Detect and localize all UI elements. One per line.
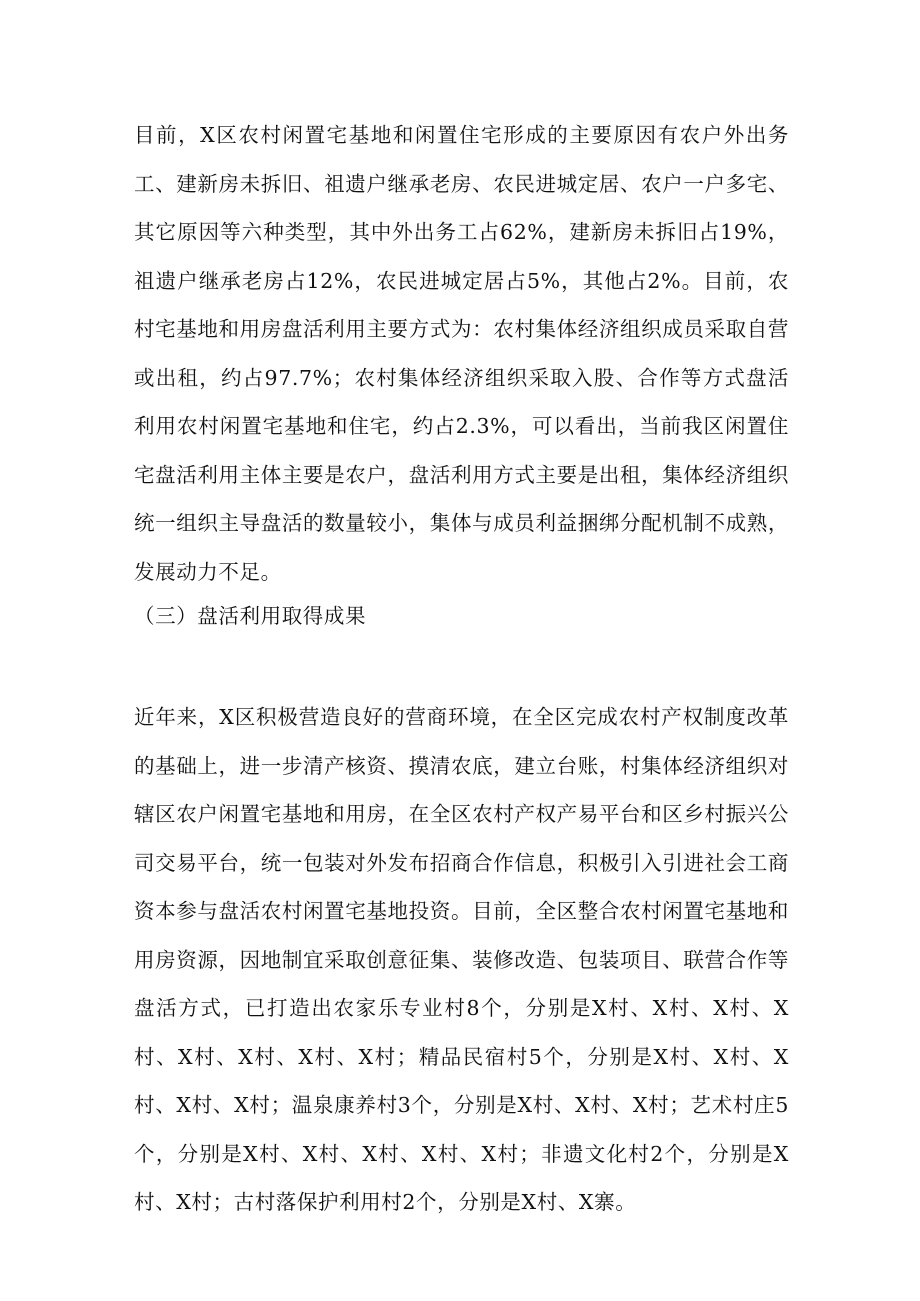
paragraph-revitalization-results: 近年来，X区积极营造良好的营商环境，在全区完成农村产权制度改革的基础上，进一步清产核资、摸清农底，建立台账，村集体经济组织对辖区农户闲置宅基地和用房，在全区农村产权产易平台和区乡村振兴公司交易平台，统一包装对外发布招商合作信息，积极引入引进社会工商资本参与盘活农村闲置宅基地投资。目前，全区整合农村闲置宅基地和用房资源，因地制宜采取创意征集、装修改造、包装项目、联营合作等盘活方式，已打造出农家乐专业村8个，分别是X村、X村、X村、X村、X村、X村、X村、X村；精品民宿村5个，分别是X村、X村、X村、X村、X村；温泉康养村3个，分别是X村、X村、X村；艺术村庄5个，分别是X村、X村、X村、X村、X村；非遗文化村2个，分别是X村、X村；古村落保护利用村2个，分别是X村、X寨。 bbox=[134, 705, 789, 1214]
section-heading-results: （三）盘活利用取得成果 bbox=[134, 604, 367, 628]
paragraph-idle-housing-causes: 目前，X区农村闲置宅基地和闲置住宅形成的主要原因有农户外出务工、建新房未拆旧、祖遗户继承老房、农民进城定居、农户一户多宅、其它原因等六种类型，其中外出务工占62%，建新房未拆旧占19%，祖遗户继承老房占12%，农民进城定居占5%，其他占2%。目前，农村宅基地和用房盘活利用主要方式为：农村集体经济组织成员采取自营或出租，约占97.7%；农村集体经济组织采取入股、合作等方式盘活利用农村闲置宅基地和住宅，约占2.3%，可以看出，当前我区闲置住宅盘活利用主体主要是农户，盘活利用方式主要是出租，集体经济组织统一组织主导盘活的数量较小，集体与成员利益捆绑分配机制不成熟，发展动力不足。 bbox=[134, 123, 789, 584]
